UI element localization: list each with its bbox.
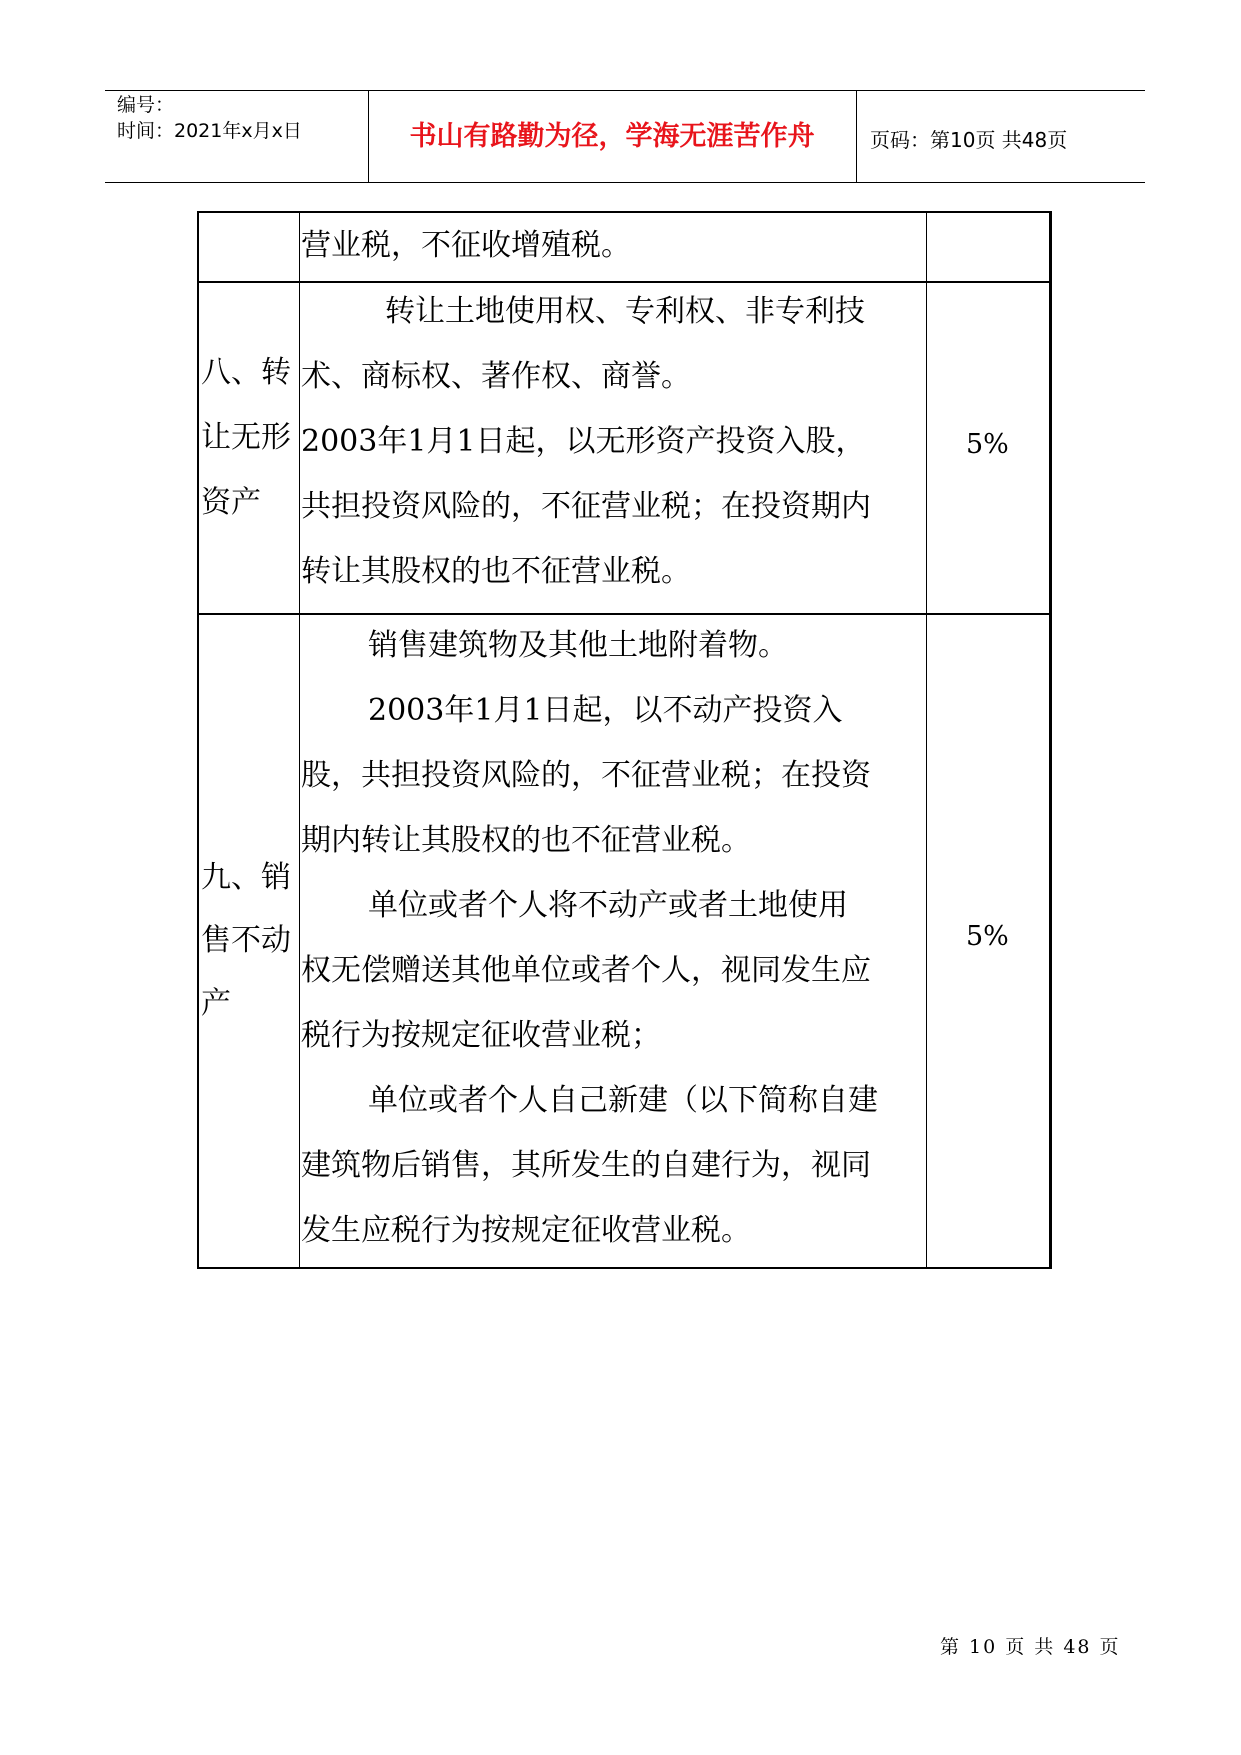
time-label: 时间：2021年x月x日 — [117, 120, 302, 142]
table-cell-text: 单位或者个人自己新建（以下简称自建 — [368, 1083, 878, 1118]
header-divider — [856, 90, 857, 183]
table-cell-text: 转让其股权的也不征营业税。 — [301, 554, 691, 589]
table-cell-text: 转让土地使用权、专利权、非专利技 — [385, 294, 865, 329]
row-divider — [199, 281, 1049, 283]
category-label: 八、转 — [201, 355, 291, 390]
table-cell-text: 2003年1月1日起，以不动产投资入 — [368, 693, 843, 728]
category-label: 九、销 — [201, 860, 291, 895]
table-cell-text: 术、商标权、著作权、商誉。 — [301, 359, 691, 394]
header-top-rule — [105, 90, 1145, 91]
column-divider — [299, 213, 300, 1267]
page-footer: 第 10 页 共 48 页 — [940, 1636, 1121, 1658]
tax-table — [197, 211, 1052, 1269]
code-label: 编号： — [117, 94, 175, 116]
table-cell-text: 期内转让其股权的也不征营业税。 — [301, 823, 751, 858]
category-label: 让无形 — [201, 420, 291, 455]
table-cell-text: 销售建筑物及其他土地附着物。 — [368, 628, 788, 663]
row-divider — [199, 613, 1049, 615]
table-cell-text: 2003年1月1日起，以无形资产投资入股， — [301, 424, 866, 459]
table-cell-text: 建筑物后销售，其所发生的自建行为，视同 — [301, 1148, 871, 1183]
header-page-label: 页码：第10页 共48页 — [870, 128, 1068, 152]
column-divider — [926, 213, 927, 1267]
table-cell-text: 权无偿赠送其他单位或者个人，视同发生应 — [301, 953, 871, 988]
category-label: 售不动 — [201, 923, 291, 958]
category-label: 产 — [201, 986, 231, 1021]
table-cell-text: 发生应税行为按规定征收营业税。 — [301, 1213, 751, 1248]
table-cell-text: 股，共担投资风险的，不征营业税；在投资 — [301, 758, 871, 793]
header-bottom-rule — [105, 182, 1145, 183]
table-cell-text: 单位或者个人将不动产或者土地使用 — [368, 888, 848, 923]
header-meta — [117, 92, 302, 144]
table-cell-text: 税行为按规定征收营业税； — [301, 1018, 661, 1053]
tax-rate: 5% — [966, 429, 1009, 460]
header-motto: 书山有路勤为径，学海无涯苦作舟 — [409, 121, 815, 152]
page-header — [105, 90, 1145, 183]
category-label: 资产 — [201, 485, 261, 520]
tax-rate: 5% — [966, 921, 1009, 952]
table-cell-text: 共担投资风险的，不征营业税；在投资期内 — [301, 489, 871, 524]
table-cell-text: 营业税，不征收增殖税。 — [301, 228, 631, 263]
